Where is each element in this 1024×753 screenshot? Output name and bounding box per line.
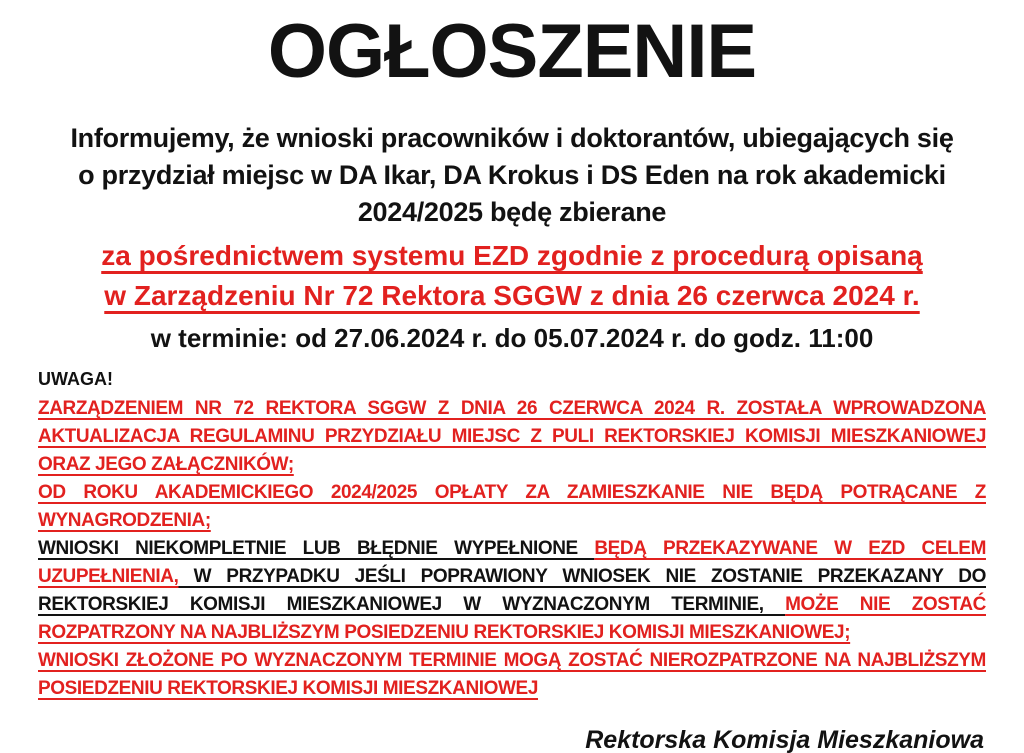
intro-text xyxy=(0,120,1024,231)
notice-segment: OD ROKU AKADEMICKIEGO 2024/2025 OPŁATY ZA ZAMIESZKANIE NIE BĘDĄ POTRĄCANE Z WYNAGRODZENIA; xyxy=(38,482,986,531)
notice-segment: BĘDĄ PRZEKAZYWANE W EZD CELEM UZUPEŁNIENIA, xyxy=(38,538,986,587)
notice-segment: W PRZYPADKU JEŚLI POPRAWIONY WNIOSEK NIE ZOSTANIE PRZEKAZANY DO REKTORSKIEJ KOMISJI MIESZKANIOWEJ W WYZNACZONYM TERMINIE, xyxy=(38,566,986,615)
notice-block xyxy=(38,395,986,703)
notice-paragraph-incomplete-applications xyxy=(38,535,986,647)
notice-segment: ZARZĄDZENIEM NR 72 REKTORA SGGW Z DNIA 26 CZERWCA 2024 R. ZOSTAŁA WPROWADZONA AKTUALIZACJA REGULAMINU PRZYDZIAŁU MIEJSC Z PULI REKTORSKIEJ KOMISJI MIESZKANIOWEJ ORAZ JEGO ZAŁĄCZNIKÓW; xyxy=(38,398,986,475)
signature: Rektorska Komisja Mieszkaniowa xyxy=(585,726,984,753)
procedure-highlight-line-2: w Zarządzeniu Nr 72 Rektora SGGW z dnia 26 czerwca 2024 r. xyxy=(104,280,920,311)
notice-segment: MOŻE NIE ZOSTAĆ ROZPATRZONY NA NAJBLIŻSZYM POSIEDZENIU REKTORSKIEJ KOMISJI MIESZKANIOWEJ; xyxy=(38,594,986,643)
notice-paragraph-regulation-update xyxy=(38,395,986,479)
intro-line-2: o przydział miejsc w DA Ikar, DA Krokus i DS Eden na rok akademicki xyxy=(78,160,946,190)
notice-segment: WNIOSKI ZŁOŻONE PO WYZNACZONYM TERMINIE MOGĄ ZOSTAĆ NIEROZPATRZONE NA NAJBLIŻSZYM POSIEDZENIU REKTORSKIEJ KOMISJI MIESZKANIOWEJ xyxy=(38,650,986,699)
deadline-line: w terminie: od 27.06.2024 r. do 05.07.2024 r. do godz. 11:00 xyxy=(150,323,874,353)
intro-line-3: 2024/2025 będę zbierane xyxy=(357,197,667,227)
attention-label: UWAGA! xyxy=(38,369,113,389)
notice-paragraph-fees xyxy=(38,479,986,535)
intro-line-1: Informujemy, że wnioski pracowników i doktorantów, ubiegających się xyxy=(70,123,954,153)
page-title: OGŁOSZENIE xyxy=(267,9,757,94)
procedure-highlight-line-1: za pośrednictwem systemu EZD zgodnie z procedurą opisaną xyxy=(101,240,923,271)
notice-segment: WNIOSKI NIEKOMPLETNIE LUB BŁĘDNIE WYPEŁNIONE xyxy=(38,538,595,559)
notice-paragraph-late-applications xyxy=(38,647,986,703)
